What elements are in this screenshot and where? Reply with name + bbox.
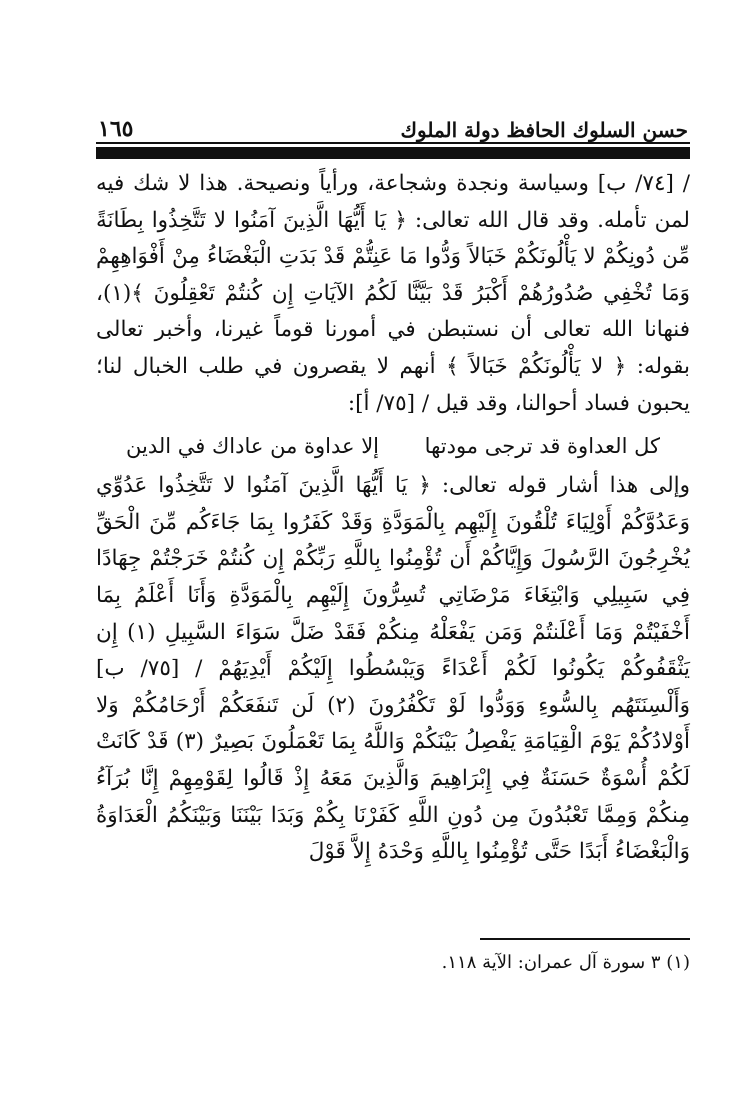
poem-first-hemistich: كل العداوة قد ترجى مودتها <box>424 434 660 459</box>
page-number: ١٦٥ <box>98 116 134 142</box>
header-rule-thin <box>96 142 690 144</box>
header-rule-thick <box>96 147 690 159</box>
main-text <box>96 166 690 871</box>
footnote: (١) ٣ سورة آل عمران: الآية ١١٨. <box>441 952 690 973</box>
running-title: حسن السلوك الحافظ دولة الملوك <box>400 118 688 142</box>
footnote-divider <box>480 938 690 940</box>
paragraph-1: / [٧٤/ ب] وسياسة ونجدة وشجاعة، ورأياً ونصيحة. هذا لا شك فيه لمن تأمله. وقد قال الله تعالى: ﴿ يَا أَيُّهَا الَّذِينَ آمَنُوا لا تَتَّخِذُوا بِطَانَةً مِّن دُونِكُمْ لا يَأْلُونَكُمْ خَبَالاً وَدُّوا مَا عَنِتُّمْ قَدْ بَدَتِ الْبَغْضَاءُ مِنْ أَفْوَاهِهِمْ وَمَا تُخْفِي صُدُورُهُمْ أَكْبَرُ قَدْ بَيَّنَّا لَكُمُ الآيَاتِ إِن كُنتُمْ تَعْقِلُونَ ﴾(١)، فنهانا الله تعالى أن نستبطن في أمورنا قوماً غيرنا، وأخبر تعالى بقوله: ﴿ لا يَأْلُونَكُمْ خَبَالاً ﴾ أنهم لا يقصرون في طلب الخبال لنا؛ يحبون فساد أحوالنا، وقد قيل / [٧٥/ أ]: <box>96 171 690 416</box>
poem-verse <box>96 422 690 468</box>
poem-second-hemistich: إلا عداوة من عاداك في الدين <box>126 434 380 459</box>
page-header <box>98 112 688 142</box>
paragraph-2: وإلى هذا أشار قوله تعالى: ﴿ يَا أَيُّهَا الَّذِينَ آمَنُوا لا تَتَّخِذُوا عَدُوِّي وَعَدُوَّكُمْ أَوْلِيَاءَ تُلْقُونَ إِلَيْهِم بِالْمَوَدَّةِ وَقَدْ كَفَرُوا بِمَا جَاءَكُم مِّنَ الْحَقِّ يُخْرِجُونَ الرَّسُولَ وَإِيَّاكُمْ أَن تُؤْمِنُوا بِاللَّهِ رَبِّكُمْ إِن كُنتُمْ خَرَجْتُمْ جِهَادًا فِي سَبِيلِي وَابْتِغَاءَ مَرْضَاتِي تُسِرُّونَ إِلَيْهِم بِالْمَوَدَّةِ وَأَنَا أَعْلَمُ بِمَا أَخْفَيْتُمْ وَمَا أَعْلَنتُمْ وَمَن يَفْعَلْهُ مِنكُمْ فَقَدْ ضَلَّ سَوَاءَ السَّبِيلِ (١) إِن يَثْقَفُوكُمْ يَكُونُوا لَكُمْ أَعْدَاءً وَيَبْسُطُوا إِلَيْكُمْ أَيْدِيَهُمْ / [٧٥/ ب] وَأَلْسِنَتَهُم بِالسُّوءِ وَوَدُّوا لَوْ تَكْفُرُونَ (٢) لَن تَنفَعَكُمْ أَرْحَامُكُمْ وَلا أَوْلادُكُمْ يَوْمَ الْقِيَامَةِ يَفْصِلُ بَيْنَكُمْ وَاللَّهُ بِمَا تَعْمَلُونَ بَصِيرٌ (٣) قَدْ كَانَتْ لَكُمْ أُسْوَةٌ حَسَنَةٌ فِي إِبْرَاهِيمَ وَالَّذِينَ مَعَهُ إِذْ قَالُوا لِقَوْمِهِمْ إِنَّا بُرَآءُ مِنكُمْ وَمِمَّا تَعْبُدُونَ مِن دُونِ اللَّهِ كَفَرْنَا بِكُمْ وَبَدَا بَيْنَنَا وَبَيْنَكُمُ الْعَدَاوَةُ وَالْبَغْضَاءُ أَبَدًا حَتَّى تُؤْمِنُوا بِاللَّهِ وَحْدَهُ إِلاَّ قَوْلَ <box>96 473 690 865</box>
